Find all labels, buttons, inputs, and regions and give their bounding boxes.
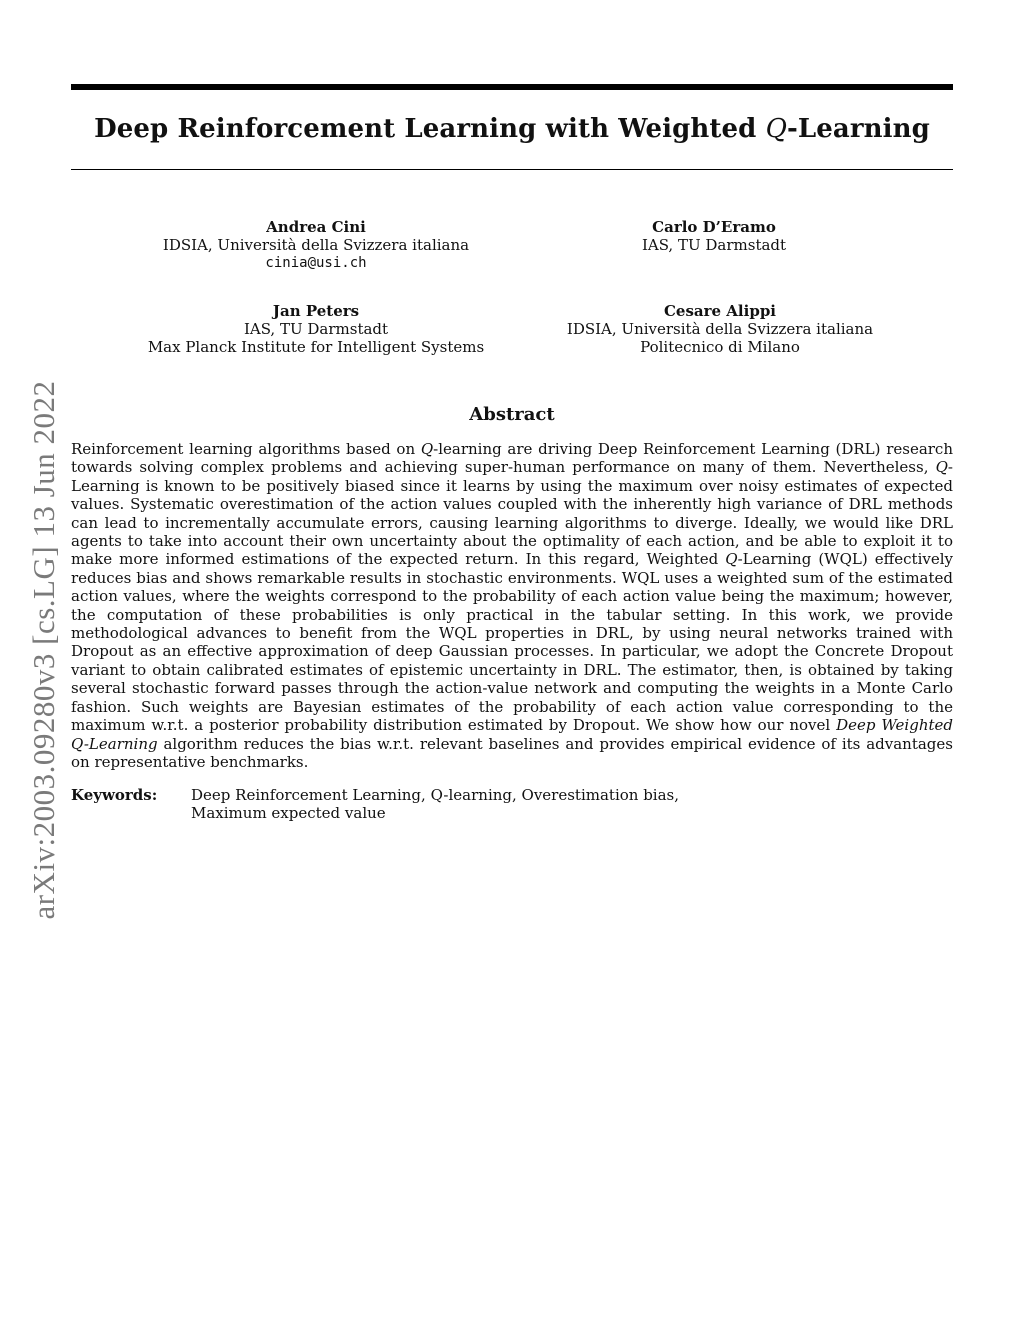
author-affiliation-2: Max Planck Institute for Intelligent Systems xyxy=(147,338,485,356)
arxiv-stamp: arXiv:2003.09280v3 [cs.LG] 13 Jun 2022 xyxy=(26,380,61,920)
abstract-text: Reinforcement learning algorithms based on xyxy=(71,440,421,458)
abstract-text: -Learning (WQL) effectively reduces bias and shows remarkable results in stochastic environments. WQL uses a weighted sum of the estimated action values, where the weights correspond to the probability of each action value being the maximum; however, the computation of these probabilities is only practical in the tabular setting. In this work, we provide methodological advances to benefit from the WQL properties in DRL, by using neural networks trained with Dropout as an effective approximation of deep Gaussian processes. In particular, we adopt the Concrete Dropout variant to obtain calibrated estimates of epistemic uncertainty in DRL. The estimator, then, is obtained by taking several stochastic forward passes through the action-value network and computing the weights in a Monte Carlo fashion. Such weights are Bayesian estimates of the probability of each action value corresponding to the maximum w.r.t. a posterior probability distribution estimated by Dropout. We show how our novel xyxy=(71,550,954,735)
abstract-text: -Learning is known to be positively biased since it learns by using the maximum over noisy estimates of expected values. Systematic overestimation of the action values coupled with the inherently high variance of DRL methods can lead to incrementally accumulate errors, causing learning algorithms to diverge. Ideally, we would like DRL agents to take into account their own uncertainty about the optimality of each action, and be able to exploit it to make more informed estimations of the expected return. In this regard, Weighted xyxy=(71,458,953,569)
author-affiliation-2: Politecnico di Milano xyxy=(640,338,800,356)
abstract-text: algorithm reduces the bias w.r.t. relevant baselines and provides empirical evidence of its advantages on representative benchmarks. xyxy=(71,734,953,771)
author-affiliation: IDSIA, Università della Svizzera italiana xyxy=(566,320,874,338)
author-block-alippi xyxy=(510,302,930,356)
author-name: Jan Peters xyxy=(272,302,360,320)
keywords-text: Deep Reinforcement Learning, Q-learning, Overestimation bias, Maximum expected value xyxy=(191,786,680,823)
title-bottom-rule xyxy=(71,169,953,170)
title-part-2: -Learning xyxy=(786,114,930,144)
paper-title xyxy=(71,111,953,147)
title-part-1: Deep Reinforcement Learning with Weighted xyxy=(94,114,766,144)
author-email: cinia@usi.ch xyxy=(265,255,367,271)
author-block-deramo xyxy=(504,218,924,254)
author-block-cini xyxy=(106,218,526,272)
abstract-method-name: Deep Weighted Q-Learning xyxy=(71,716,953,753)
keywords-label: Keywords: xyxy=(71,786,158,804)
abstract-q-symbol: Q xyxy=(725,550,738,569)
abstract-q-symbol: Q xyxy=(420,440,434,458)
author-affiliation: IDSIA, Università della Svizzera italiana xyxy=(162,236,470,254)
abstract-body xyxy=(71,440,953,771)
abstract-heading: Abstract xyxy=(469,404,555,425)
author-affiliation: IAS, TU Darmstadt xyxy=(641,236,787,254)
abstract-q-symbol: Q xyxy=(935,458,948,477)
author-affiliation: IAS, TU Darmstadt xyxy=(243,320,389,338)
author-block-peters xyxy=(106,302,526,356)
abstract-text: -learning are driving Deep Reinforcement Learning (DRL) research towards solving complex problems and achieving super-human performance on many of them. Nevertheless, xyxy=(71,440,953,477)
author-name: Andrea Cini xyxy=(266,218,366,236)
author-name: Carlo D’Eramo xyxy=(652,218,776,236)
title-q-symbol: Q xyxy=(765,114,787,144)
author-name: Cesare Alippi xyxy=(663,302,777,320)
top-rule xyxy=(71,84,953,90)
